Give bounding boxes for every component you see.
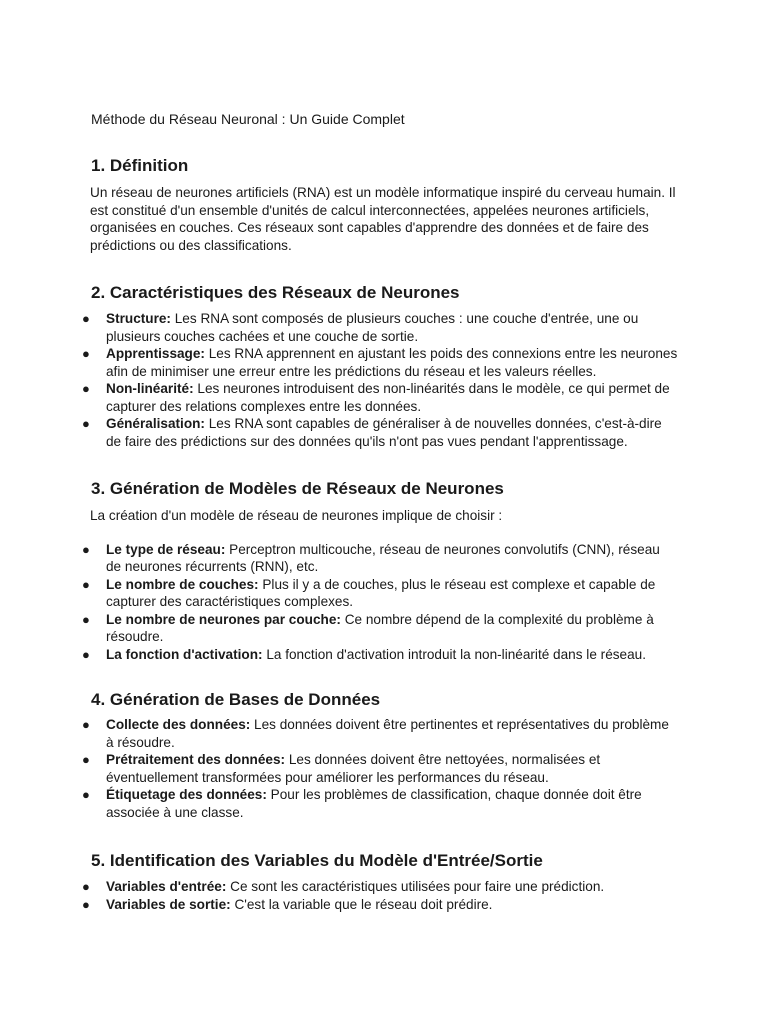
item-text: Ce sont les caractéristiques utilisées pour faire une prédiction. — [226, 879, 605, 894]
bullet-icon: ● — [82, 381, 90, 396]
list-item — [0, 751, 678, 786]
section-paragraph: Un réseau de neurones artificiels (RNA) est un modèle informatique inspiré du cerveau humain. Il est constitué d'un ensemble d'unités de calcul interconnectées, appelées neurones artificiels, organisées en couches. Ces réseaux sont capables d'apprendre des données et de faire des prédictions ou des classifications. — [90, 185, 676, 253]
item-term: Collecte des données: — [106, 717, 251, 732]
list-item — [0, 896, 678, 914]
item-text: Pour les problèmes de classification, chaque donnée doit être associée à une classe. — [106, 787, 642, 820]
list-item — [0, 310, 678, 345]
section-heading: 5. Identification des Variables du Modèle d'Entrée/Sortie — [91, 851, 543, 870]
bullet-icon: ● — [82, 896, 90, 912]
item-text: Perceptron multicouche, réseau de neurones convolutifs (CNN), réseau de neurones récurrents (RNN), etc. — [106, 541, 660, 574]
item-text: La fonction d'activation introduit la non-linéarité dans le réseau. — [262, 646, 647, 662]
bullet-list — [0, 541, 768, 664]
section-caracteristiques — [0, 282, 768, 450]
list-item — [0, 541, 678, 576]
bullet-icon: ● — [82, 311, 90, 326]
item-text: Les RNA sont capables de généraliser à de nouvelles données, c'est-à-dire de faire des prédictions sur des données qu'ils n'ont pas vues pendant l'apprentissage. — [106, 416, 662, 449]
item-text: Les données doivent être pertinentes et représentatives du problème à résoudre. — [106, 717, 669, 750]
item-term: Le nombre de neurones par couche: — [106, 611, 341, 627]
list-item — [0, 878, 678, 896]
bullet-list — [0, 878, 768, 913]
item-term: Apprentissage: — [106, 346, 205, 361]
bullet-icon: ● — [82, 611, 90, 627]
section-definition — [0, 155, 768, 254]
bullet-icon: ● — [82, 576, 90, 592]
item-term: Le type de réseau: — [106, 541, 226, 557]
list-item — [0, 786, 678, 821]
list-item — [0, 415, 678, 450]
item-term: Étiquetage des données: — [106, 787, 267, 802]
section-heading: 1. Définition — [91, 156, 189, 175]
item-text: Les RNA sont composés de plusieurs couches : une couche d'entrée, une ou plusieurs couches cachées et une couche de sortie. — [106, 311, 639, 344]
section-paragraph: La création d'un modèle de réseau de neurones implique de choisir : — [90, 508, 503, 523]
section-bases-donnees — [0, 689, 768, 821]
list-item — [0, 345, 678, 380]
bullet-icon: ● — [82, 879, 90, 894]
item-text: Ce nombre dépend de la complexité du problème à résoudre. — [106, 611, 654, 644]
item-term: La fonction d'activation: — [106, 646, 263, 662]
item-text: Plus il y a de couches, plus le réseau est complexe et capable de capturer des caractéristiques complexes. — [106, 576, 656, 609]
bullet-list — [0, 716, 768, 821]
bullet-icon: ● — [82, 752, 90, 767]
bullet-icon: ● — [82, 717, 90, 732]
bullet-icon: ● — [82, 646, 90, 662]
bullet-icon: ● — [82, 541, 90, 557]
section-heading: 2. Caractéristiques des Réseaux de Neurones — [91, 283, 460, 302]
list-item — [0, 380, 678, 415]
document-title: Méthode du Réseau Neuronal : Un Guide Complet — [91, 111, 405, 127]
item-text: Les données doivent être nettoyées, normalisées et éventuellement transformées pour améliorer les performances du réseau. — [106, 752, 601, 785]
item-term: Prétraitement des données: — [106, 752, 286, 767]
item-text: C'est la variable que le réseau doit prédire. — [230, 896, 493, 912]
item-term: Variables d'entrée: — [106, 879, 227, 894]
list-item — [0, 646, 678, 664]
bullet-icon: ● — [82, 416, 90, 431]
list-item — [0, 611, 678, 646]
bullet-list — [0, 310, 768, 450]
item-term: Structure: — [106, 311, 171, 326]
item-term: Non-linéarité: — [106, 381, 194, 396]
item-term: Généralisation: — [106, 416, 205, 431]
list-item — [0, 716, 678, 751]
bullet-icon: ● — [82, 346, 90, 361]
section-variables — [0, 850, 768, 913]
list-item — [0, 576, 678, 611]
section-heading: 4. Génération de Bases de Données — [91, 690, 381, 709]
item-text: Les neurones introduisent des non-linéarités dans le modèle, ce qui permet de capturer des relations complexes entre les données. — [106, 381, 670, 414]
bullet-icon: ● — [82, 787, 90, 802]
section-generation-modeles — [0, 478, 768, 663]
item-term: Le nombre de couches: — [106, 576, 259, 592]
item-text: Les RNA apprennent en ajustant les poids des connexions entre les neurones afin de minimiser une erreur entre les prédictions du réseau et les valeurs réelles. — [106, 346, 678, 379]
section-heading: 3. Génération de Modèles de Réseaux de Neurones — [91, 479, 504, 498]
item-term: Variables de sortie: — [106, 896, 231, 912]
